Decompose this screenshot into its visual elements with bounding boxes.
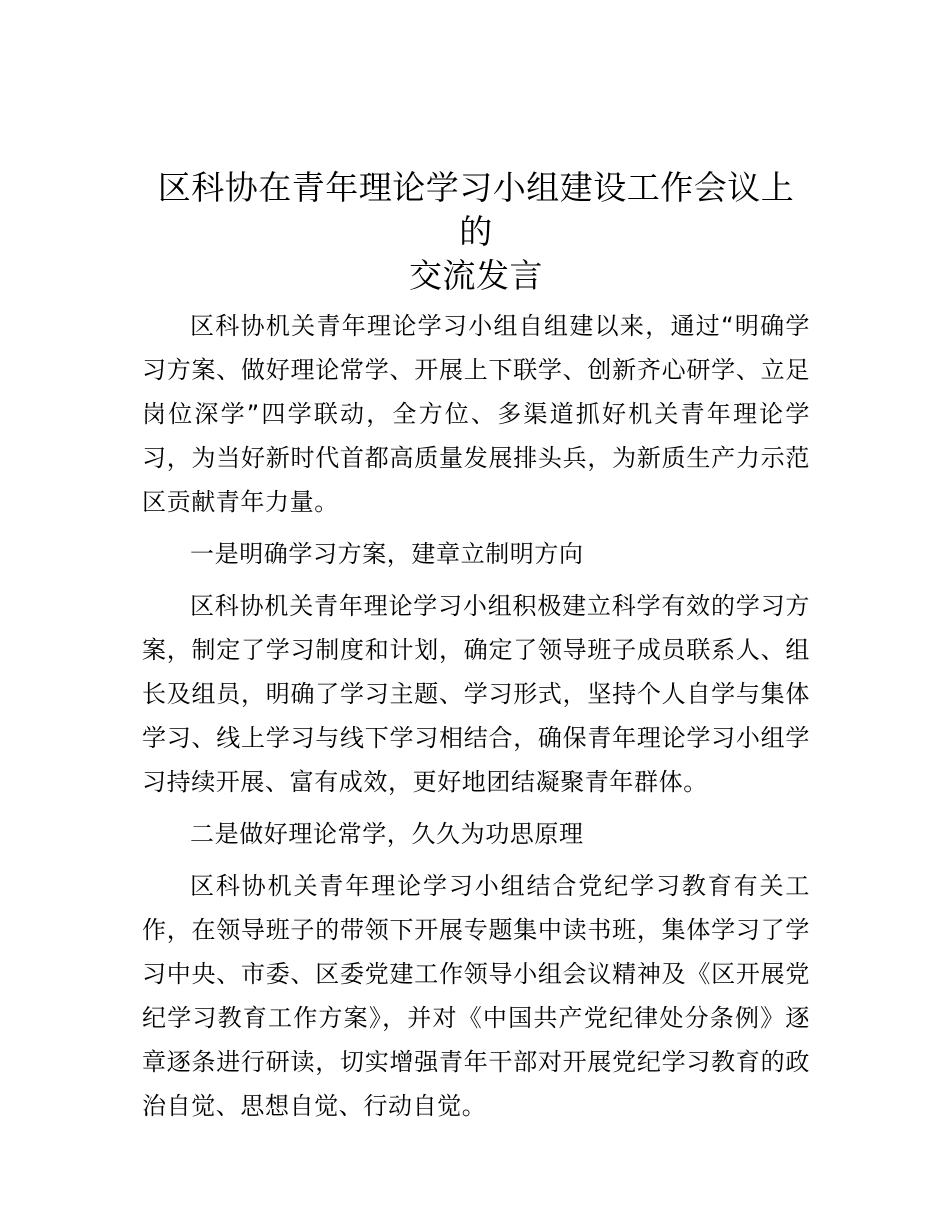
document-title — [142, 166, 810, 298]
title-line-1: 区科协在青年理论学习小组建设工作会议上的 — [157, 168, 795, 251]
title-line-2: 交流发言 — [409, 256, 543, 295]
document-page — [142, 166, 810, 1128]
section-1-paragraph: 区科协机关青年理论学习小组积极建立科学有效的学习方案，制定了学习制度和计划，确定了领导班子成员联系人、组长及组员，明确了学习主题、学习形式，坚持个人自学与集体学习、线上学习与线下学习相结合，确保青年理论学习小组学习持续开展、富有成效，更好地团结凝聚青年群体。 — [142, 592, 810, 796]
section-heading-2: 二是做好理论常学，久久为功思原理 — [190, 820, 584, 848]
section-heading-1: 一是明确学习方案，建章立制明方向 — [190, 540, 584, 568]
section-2-paragraph: 区科协机关青年理论学习小组结合党纪学习教育有关工作，在领导班子的带领下开展专题集中读书班，集体学习了学习中央、市委、区委党建工作领导小组会议精神及《区开展党纪学习教育工作方案》，并对《中国共产党纪律处分条例》逐章逐条进行研读，切实增强青年干部对开展党纪学习教育的政治自觉、思想自觉、行动自觉。 — [142, 872, 810, 1120]
intro-paragraph: 区科协机关青年理论学习小组自组建以来，通过“明确学习方案、做好理论常学、开展上下联学、创新齐心研学、立足岗位深学”四学联动，全方位、多渠道抓好机关青年理论学习，为当好新时代首都高质量发展排头兵，为新质生产力示范区贡献青年力量。 — [142, 312, 810, 516]
